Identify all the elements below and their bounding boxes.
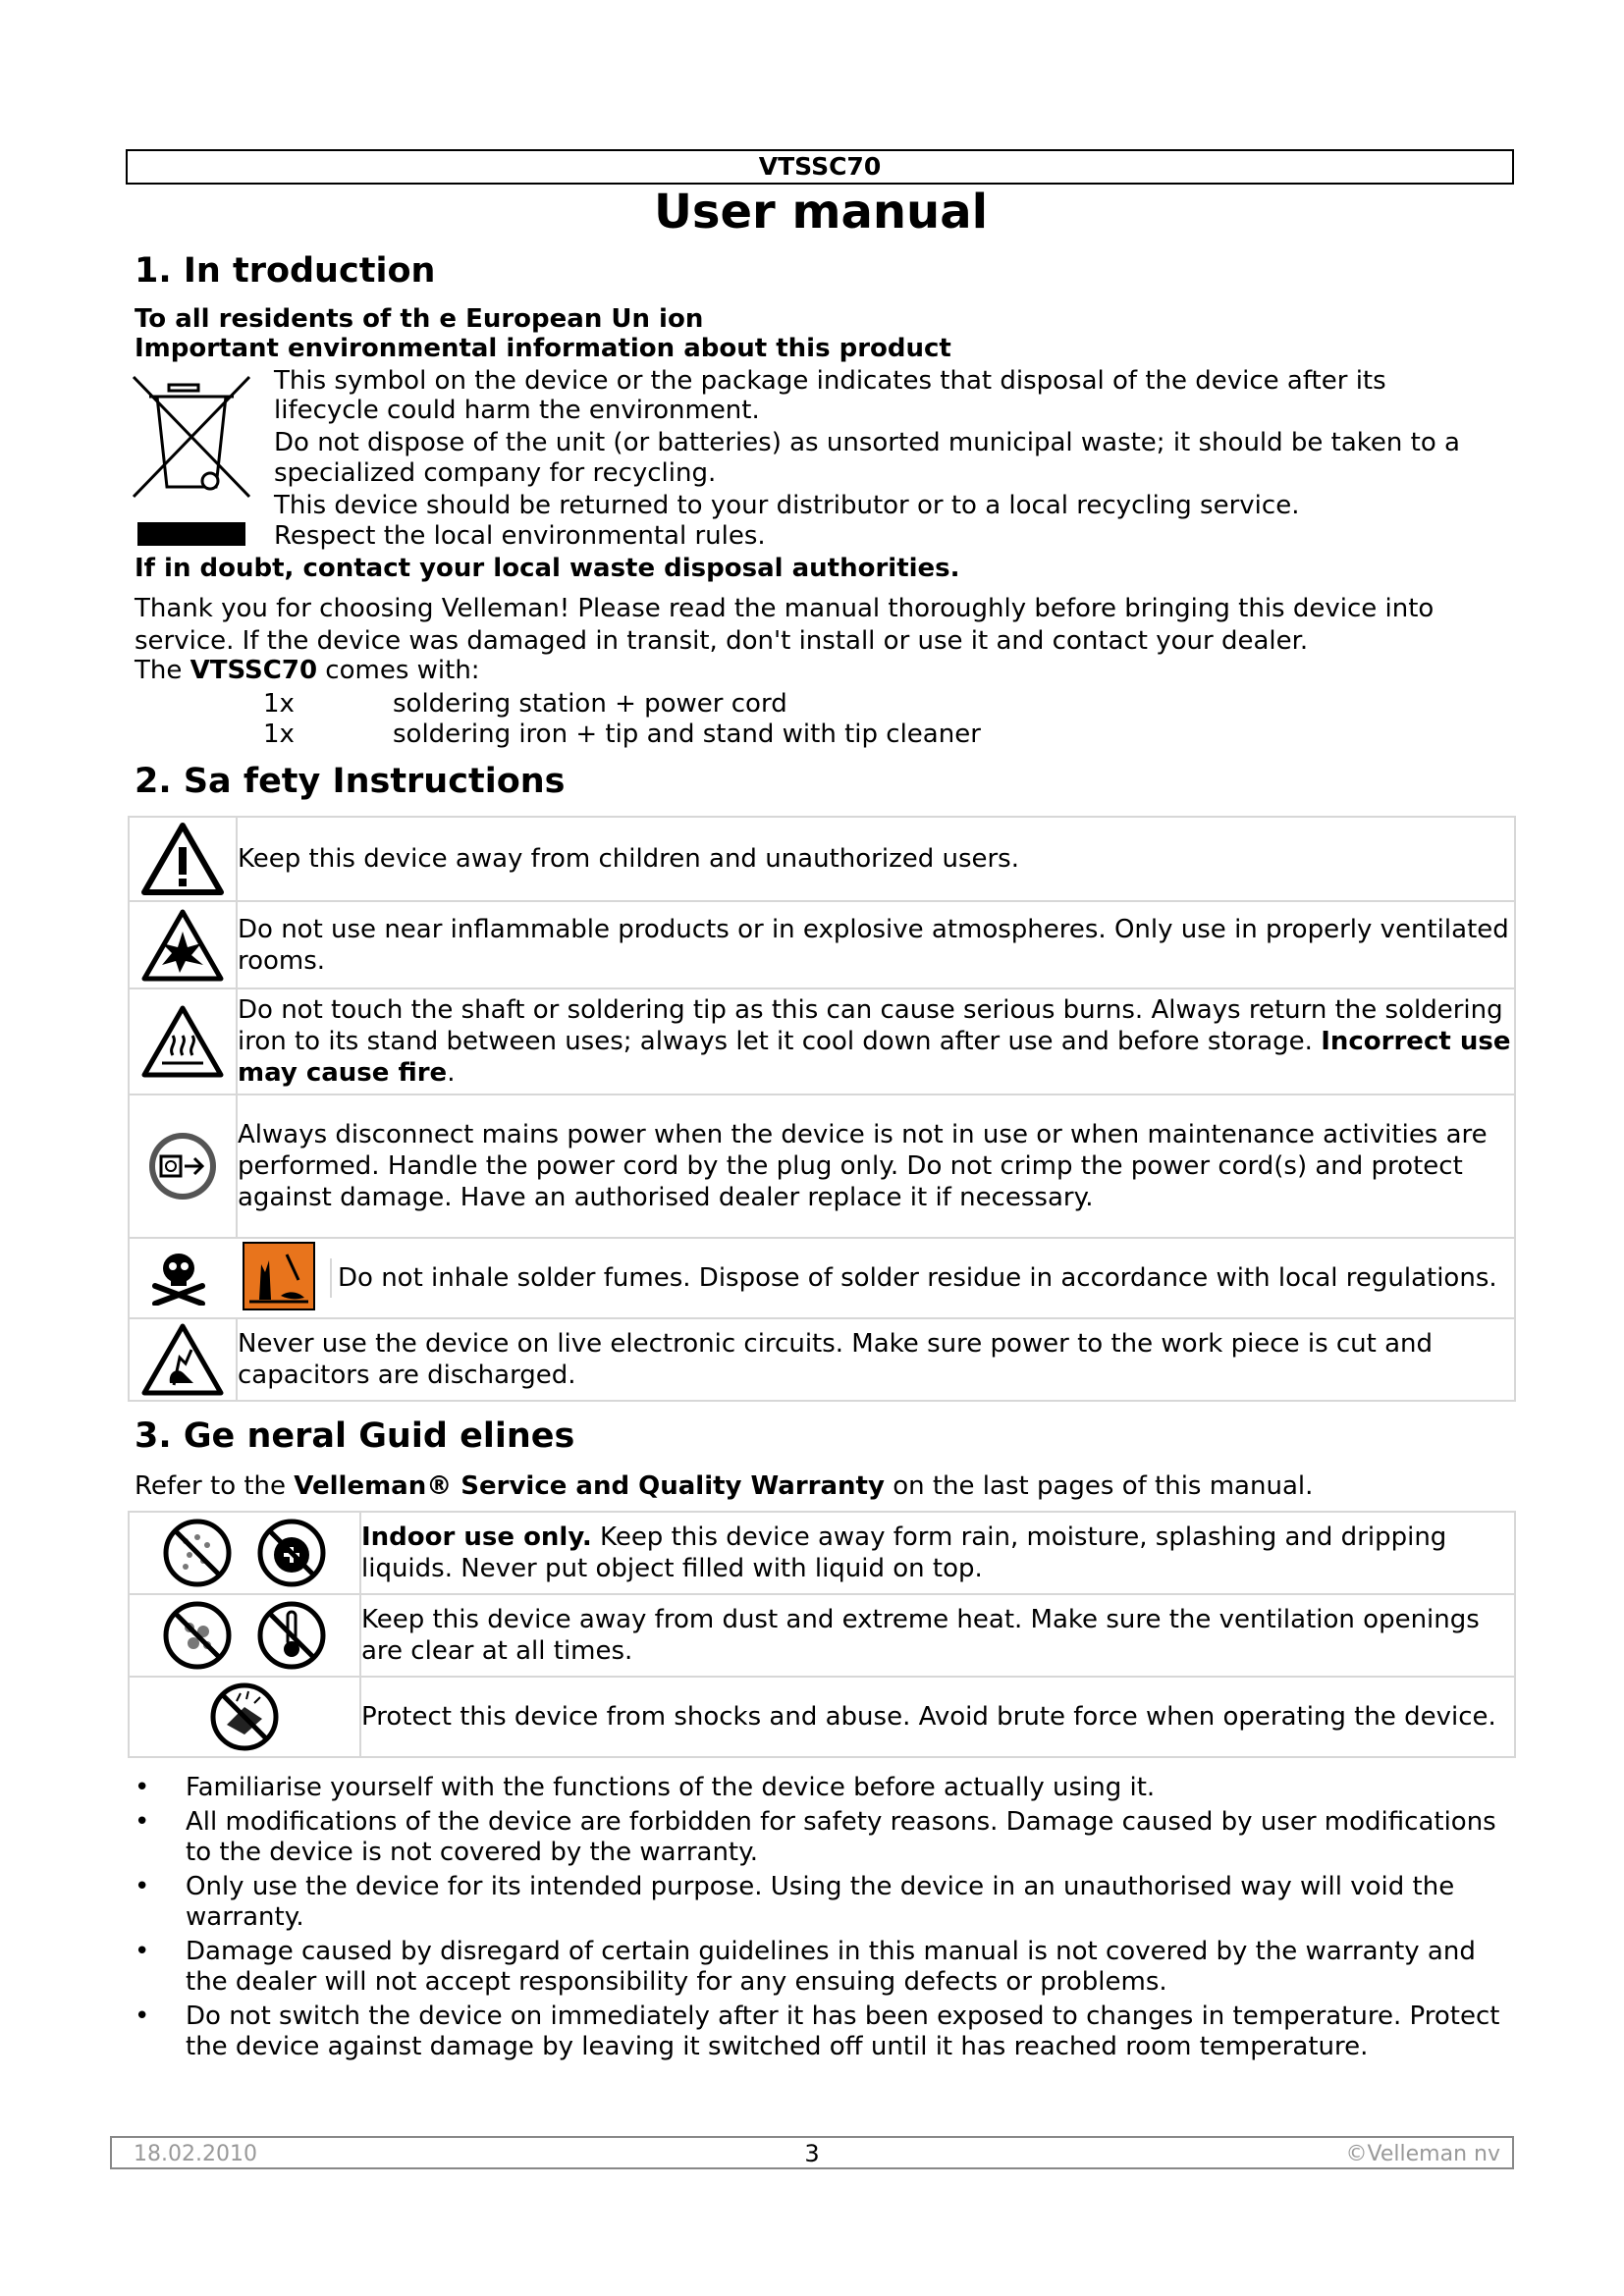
page-footer bbox=[110, 2136, 1514, 2169]
contents-qty-2: 1x bbox=[263, 720, 295, 749]
intro-heading: 1. In troduction bbox=[135, 251, 436, 291]
list-item: • Do not switch the device on immediately after it has been exposed to changes in temperature. Protect the device against damage by leaving it switched off until it has reached room temperature. bbox=[135, 2002, 1509, 2062]
guidelines-heading: 3. Ge neral Guid elines bbox=[135, 1416, 575, 1456]
guideline-bullets bbox=[135, 1773, 1509, 2066]
comes-suffix: comes with: bbox=[317, 656, 480, 685]
safety-table bbox=[128, 816, 1516, 1402]
warning-icon bbox=[140, 822, 225, 896]
list-item: • All modifications of the device are forbidden for safety reasons. Damage caused by user modifications to the device is not covered by the warranty. bbox=[135, 1807, 1509, 1868]
footer-copyright: ©Velleman nv bbox=[1345, 2142, 1500, 2166]
guidelines-table bbox=[128, 1511, 1516, 1758]
weee-line-1: This symbol on the device or the package indicates that disposal of the device after its bbox=[274, 366, 1386, 396]
weee-line-3: Do not dispose of the unit (or batteries) as unsorted municipal waste; it should be taken to a bbox=[274, 428, 1460, 457]
weee-bin-icon bbox=[130, 371, 253, 548]
no-heat-icon bbox=[254, 1598, 329, 1673]
safety-text-3-after: . bbox=[447, 1058, 456, 1088]
thanks-line-2: service. If the device was damaged in transit, don't install or use it and contact your dealer. bbox=[135, 626, 1309, 656]
warranty-ref-suffix: on the last pages of this manual. bbox=[884, 1471, 1314, 1501]
safety-text-4: Always disconnect mains power when the device is not in use or when maintenance activities are performed. Handle the power cord by the plug only. Do not crimp the power cord(s) and protect against damage. Have an authorised dealer replace it if necessary. bbox=[237, 1095, 1515, 1238]
hot-surface-icon bbox=[140, 1004, 225, 1079]
environment-hazard-icon bbox=[242, 1241, 316, 1311]
list-item: • Only use the device for its intended purpose. Using the device in an unauthorised way will void the warranty. bbox=[135, 1872, 1509, 1933]
no-shock-icon bbox=[207, 1680, 282, 1754]
guideline-row-3 bbox=[129, 1677, 1515, 1757]
explosive-icon bbox=[140, 908, 225, 983]
doubt-line: If in doubt, contact your local waste disposal authorities. bbox=[135, 554, 960, 583]
contents-item-1: soldering station + power cord bbox=[393, 689, 787, 719]
guideline-icon-cell bbox=[129, 1677, 360, 1757]
safety-text-6: Never use the device on live electronic circuits. Make sure power to the work piece is cut and capacitors are discharged. bbox=[237, 1318, 1515, 1401]
weee-line-6: Respect the local environmental rules. bbox=[274, 521, 766, 551]
safety-row-5 bbox=[129, 1238, 1515, 1318]
guideline-text-1-bold: Indoor use only. bbox=[361, 1522, 592, 1552]
eu-residents-line: To all residents of th e European Un ion bbox=[135, 304, 704, 334]
weee-line-4: specialized company for recycling. bbox=[274, 458, 717, 488]
safety-row-6 bbox=[129, 1318, 1515, 1401]
safety-text-2: Do not use near inflammable products or in explosive atmospheres. Only use in properly ventilated rooms. bbox=[237, 901, 1515, 988]
no-dust-icon bbox=[160, 1598, 235, 1673]
warranty-ref-prefix: Refer to the bbox=[135, 1471, 295, 1501]
page-title: User manual bbox=[653, 185, 989, 240]
environment-info-line: Important environmental information about this product bbox=[135, 334, 951, 363]
guideline-icon-cell bbox=[129, 1594, 360, 1677]
environment-icon-wrap bbox=[228, 1241, 330, 1315]
safety-row-1 bbox=[129, 817, 1515, 901]
no-rain-icon bbox=[160, 1516, 235, 1590]
unplug-icon bbox=[145, 1129, 220, 1203]
safety-text-3-bold: Incorrect use may cause fire bbox=[238, 1027, 1511, 1088]
safety-text-3 bbox=[237, 988, 1515, 1095]
guideline-icon-cell bbox=[129, 1512, 360, 1594]
guideline-text-1 bbox=[360, 1512, 1515, 1594]
guideline-text-1-main: Keep this device away form rain, moisture, splashing and dripping liquids. Never put object filled with liquid on top. bbox=[361, 1522, 1447, 1583]
electric-hazard-icon bbox=[140, 1322, 225, 1397]
safety-icon-cell bbox=[129, 1095, 237, 1238]
toxic-icon-wrap bbox=[130, 1247, 228, 1309]
warranty-reference bbox=[135, 1471, 1313, 1502]
safety-row-5-cell bbox=[129, 1238, 1515, 1318]
guideline-text-3: Protect this device from shocks and abuse. Avoid brute force when operating the device. bbox=[360, 1677, 1515, 1757]
weee-line-5: This device should be returned to your distributor or to a local recycling service. bbox=[274, 491, 1300, 520]
comes-model: VTSSC70 bbox=[189, 656, 318, 685]
thanks-line-1: Thank you for choosing Velleman! Please read the manual thoroughly before bringing this device into bbox=[135, 594, 1435, 623]
safety-row-4 bbox=[129, 1095, 1515, 1238]
warranty-ref-bold: Velleman® Service and Quality Warranty bbox=[294, 1471, 885, 1501]
safety-text-3-main: Do not touch the shaft or soldering tip as this can cause serious burns. Always return the soldering iron to its stand between uses; always let it cool down after use and before storage. bbox=[238, 995, 1503, 1056]
guideline-row-2 bbox=[129, 1594, 1515, 1677]
safety-icon-cell bbox=[129, 817, 237, 901]
contents-item-2: soldering iron + tip and stand with tip cleaner bbox=[393, 720, 981, 749]
guideline-row-1 bbox=[129, 1512, 1515, 1594]
list-item: • Damage caused by disregard of certain guidelines in this manual is not covered by the warranty and the dealer will not accept responsibility for any ensuing defects or problems. bbox=[135, 1937, 1509, 1998]
contents-qty-1: 1x bbox=[263, 689, 295, 719]
safety-row-2 bbox=[129, 901, 1515, 988]
list-item: • Familiarise yourself with the functions of the device before actually using it. bbox=[135, 1773, 1509, 1803]
footer-page-number: 3 bbox=[804, 2140, 820, 2167]
safety-icon-cell bbox=[129, 988, 237, 1095]
safety-icon-cell bbox=[129, 1318, 237, 1401]
comes-prefix: The bbox=[135, 656, 190, 685]
safety-row-5-inner bbox=[130, 1241, 1514, 1315]
weee-line-2: lifecycle could harm the environment. bbox=[274, 396, 760, 425]
model-name: VTSSC70 bbox=[758, 152, 882, 181]
no-liquid-icon bbox=[254, 1516, 329, 1590]
safety-row-3 bbox=[129, 988, 1515, 1095]
guideline-text-2: Keep this device away from dust and extreme heat. Make sure the ventilation openings are clear at all times. bbox=[360, 1594, 1515, 1677]
safety-text-1: Keep this device away from children and unauthorized users. bbox=[237, 817, 1515, 901]
model-header bbox=[126, 149, 1514, 185]
comes-with-line bbox=[135, 656, 480, 686]
safety-icon-cell bbox=[129, 901, 237, 988]
toxic-icon bbox=[147, 1247, 210, 1306]
footer-date: 18.02.2010 bbox=[134, 2142, 257, 2166]
safety-heading: 2. Sa fety Instructions bbox=[135, 762, 566, 801]
safety-text-5: Do not inhale solder fumes. Dispose of solder residue in accordance with local regulations. bbox=[330, 1258, 1514, 1298]
